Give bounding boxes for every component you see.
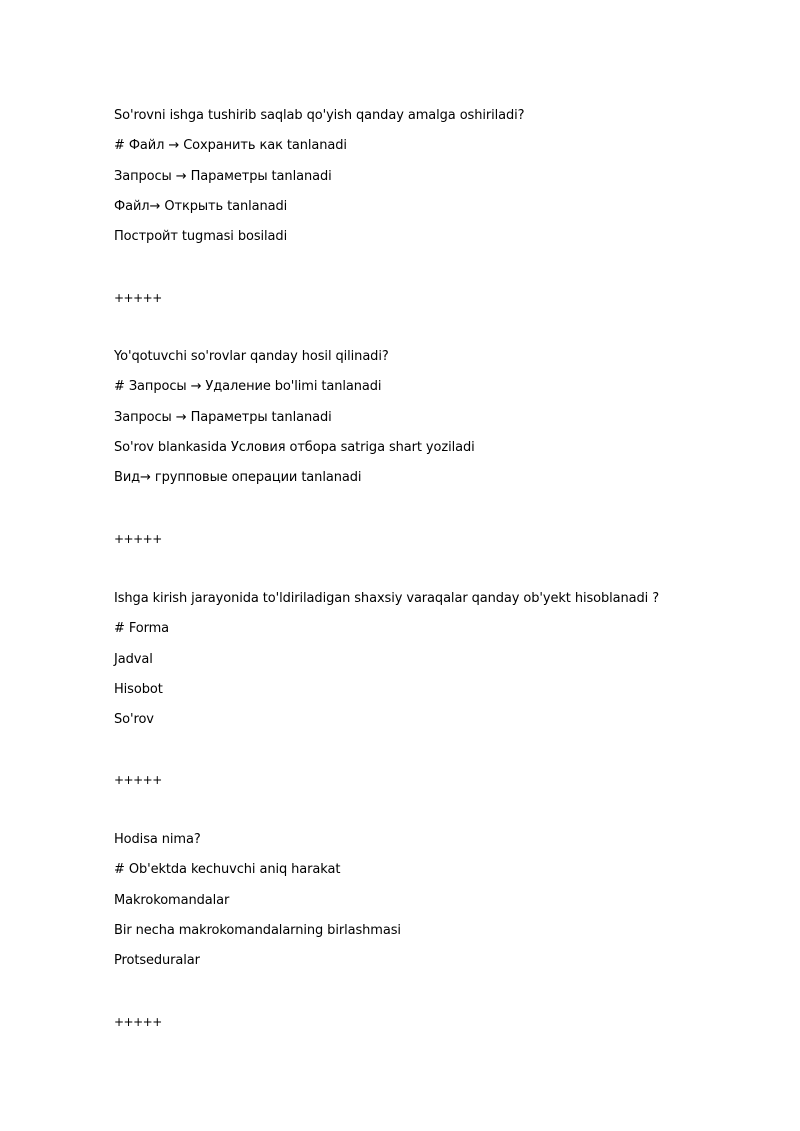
- answer-option: Jadval: [114, 651, 153, 667]
- answer-option: Вид→ групповые операции tanlanadi: [114, 470, 362, 486]
- question-text: Hodisa nima?: [114, 832, 201, 847]
- answer-option-correct: # Запросы → Удаление bo'limi tanlanadi: [114, 379, 382, 395]
- question-block: [114, 108, 734, 259]
- question-separator: +++++: [114, 532, 162, 546]
- question-separator: +++++: [114, 291, 162, 305]
- question-text: Ishga kirish jarayonida to'ldiriladigan shaxsiy varaqalar qanday ob'yekt hisoblanadi ?: [114, 591, 660, 606]
- question-block: [114, 349, 734, 500]
- answer-option-correct: # Файл → Сохранить как tanlanadi: [114, 138, 347, 154]
- answer-option: Protseduralar: [114, 953, 200, 969]
- answer-option: Постройт tugmasi bosiladi: [114, 229, 288, 245]
- answer-option: So'rov: [114, 712, 154, 728]
- answer-option-correct: # Forma: [114, 621, 170, 637]
- answer-option: Файл→ Открыть tanlanadi: [114, 198, 288, 214]
- question-text: Yo'qotuvchi so'rovlar qanday hosil qilinadi?: [114, 349, 389, 364]
- answer-option: Hisobot: [114, 681, 163, 697]
- answer-option: So'rov blankasida Условия отбора satriga shart yoziladi: [114, 439, 475, 455]
- question-block: [114, 591, 734, 742]
- question-block: [114, 832, 734, 983]
- answer-option: Запросы → Параметры tanlanadi: [114, 168, 332, 184]
- answer-option: Запросы → Параметры tanlanadi: [114, 409, 332, 425]
- answer-option: Makrokomandalar: [114, 892, 230, 908]
- answer-option: Bir necha makrokomandalarning birlashmasi: [114, 922, 401, 938]
- question-text: So'rovni ishga tushirib saqlab qo'yish qanday amalga oshiriladi?: [114, 108, 525, 123]
- question-separator: +++++: [114, 773, 162, 787]
- question-separator: +++++: [114, 1015, 162, 1029]
- answer-option-correct: # Ob'ektda kechuvchi aniq harakat: [114, 862, 341, 878]
